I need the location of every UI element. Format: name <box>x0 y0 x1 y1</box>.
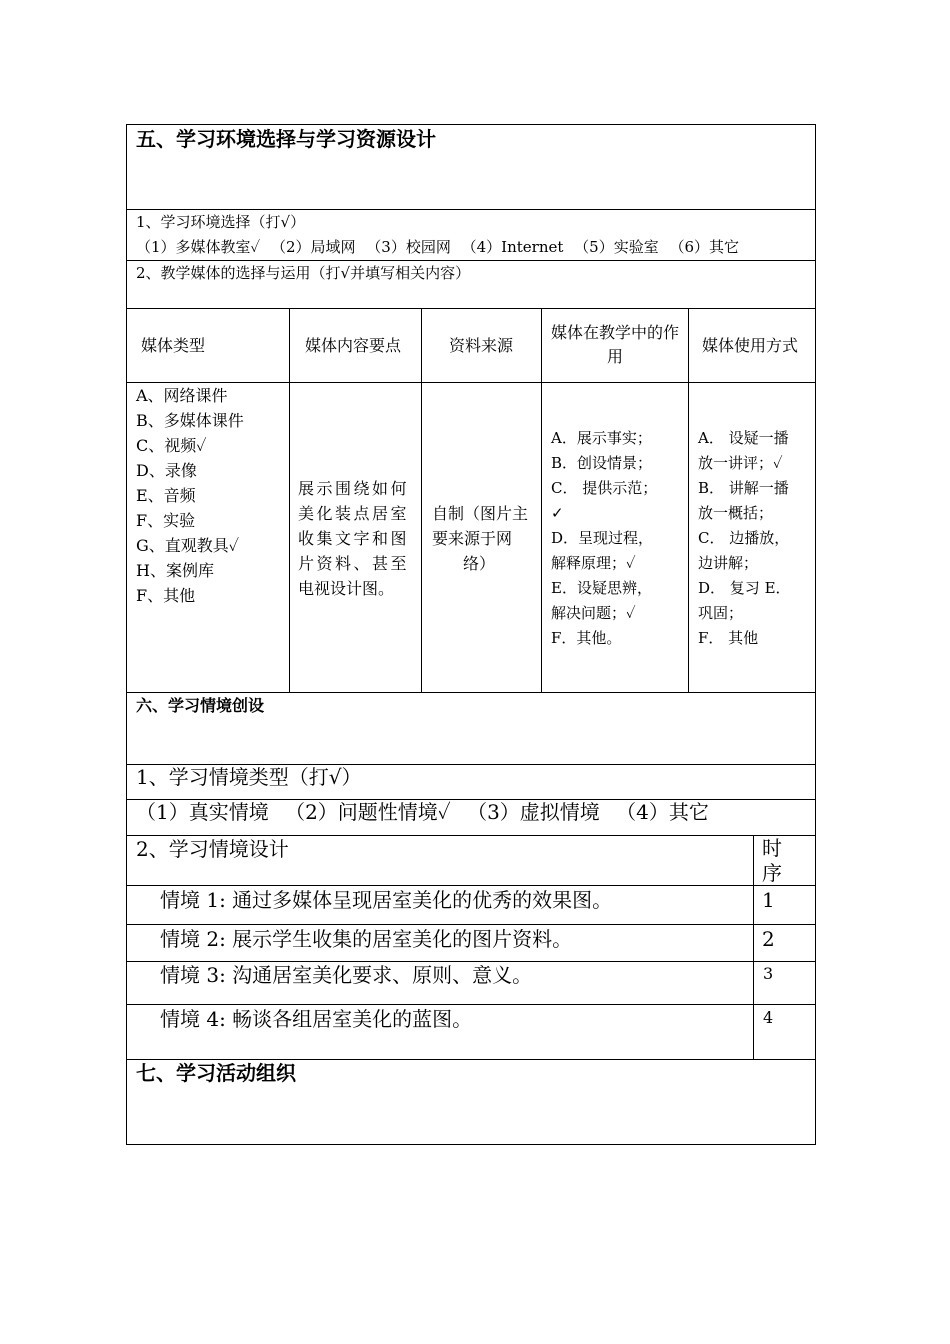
text-line: 展示围绕如何 <box>298 479 410 498</box>
header-content-points: 媒体内容要点 <box>305 336 402 355</box>
header-source: 资料来源 <box>449 336 514 355</box>
header-media-type: 媒体类型 <box>141 336 206 355</box>
order-header: 时序 <box>762 836 782 885</box>
text-line: 美化装点居室 <box>298 504 410 523</box>
roles-cell <box>551 426 657 651</box>
section-5-title: 五、学习环境选择与学习资源设计 <box>136 127 436 151</box>
scene-4-order: 4 <box>763 1008 774 1027</box>
text-line: A． 设疑一播 <box>698 429 789 447</box>
text-line: 边讲解； <box>698 554 759 572</box>
scene-3-order: 3 <box>763 964 774 983</box>
scenario-design-label: 2、学习情境设计 <box>136 837 289 861</box>
scene-2: 情境 2: 展示学生收集的居室美化的图片资料。 <box>160 927 573 951</box>
env-select-label: 1、学习环境选择（打√） <box>136 213 306 231</box>
list-item: D、录像 <box>136 461 197 480</box>
source-cell <box>432 501 528 576</box>
media-type-list <box>136 383 244 608</box>
text-line: 络） <box>462 554 495 573</box>
text-line: A．展示事实； <box>551 429 652 447</box>
usage-cell <box>698 426 791 651</box>
text-line: ✓ <box>551 504 564 522</box>
section-7-title: 七、学习活动组织 <box>136 1061 296 1085</box>
list-item: B、多媒体课件 <box>136 411 244 430</box>
section-6-title: 六、学习情境创设 <box>136 696 265 715</box>
scene-2-order: 2 <box>762 927 775 951</box>
text-line: 片资料、甚至 <box>298 554 410 573</box>
text-line: 放一概括； <box>698 504 774 522</box>
text-line: 自制（图片主 <box>432 504 529 523</box>
header-role: 媒体在教学中的作用 <box>550 323 679 366</box>
list-item: G、直观教具✓ <box>136 536 240 555</box>
list-item: E、音频 <box>136 486 196 505</box>
scene-1-order: 1 <box>762 888 775 912</box>
text-line: F． 其他 <box>698 629 759 647</box>
content-points-cell <box>298 476 409 601</box>
text-line: 要来源于网 <box>432 529 513 548</box>
scenario-type-options: （1）真实情境 （2）问题性情境✓ （3）虚拟情境 （4）其它 <box>136 800 709 824</box>
list-item: H、案例库 <box>136 561 214 580</box>
text-line: D．呈现过程， <box>551 529 654 547</box>
text-line: 电视设计图。 <box>298 579 395 598</box>
text-line: 放一讲评；✓ <box>698 454 783 472</box>
list-item: F、实验 <box>136 511 196 530</box>
list-item: C、视频✓ <box>136 436 207 455</box>
text-line: 解决问题；✓ <box>551 604 636 622</box>
header-usage: 媒体使用方式 <box>702 336 799 355</box>
text-line: E．设疑思辨， <box>551 579 652 597</box>
text-line: 解释原理；✓ <box>551 554 636 572</box>
scene-1: 情境 1: 通过多媒体呈现居室美化的优秀的效果图。 <box>160 888 613 912</box>
media-select-label: 2、教学媒体的选择与运用（打√并填写相关内容） <box>136 264 471 282</box>
text-line: C． 边播放， <box>698 529 790 547</box>
scene-4: 情境 4: 畅谈各组居室美化的蓝图。 <box>160 1007 473 1031</box>
text-line: B．创设情景； <box>551 454 653 472</box>
env-options: （1）多媒体教室✓ （2）局域网 （3）校园网 （4）Internet （5）实验室 （6）其它 <box>136 238 740 256</box>
text-line: F．其他。 <box>551 629 622 647</box>
text-line: 收集文字和图 <box>298 529 410 548</box>
list-item: F、其他 <box>136 586 196 605</box>
list-item: A、网络课件 <box>136 386 228 405</box>
text-line: 巩固； <box>698 604 744 622</box>
scenario-type-label: 1、学习情境类型（打√） <box>136 765 362 789</box>
scene-3: 情境 3: 沟通居室美化要求、原则、意义。 <box>160 963 533 987</box>
text-line: B． 讲解一播 <box>698 479 789 497</box>
text-line: D． 复习 E． <box>698 579 791 597</box>
text-line: C． 提供示范； <box>551 479 658 497</box>
